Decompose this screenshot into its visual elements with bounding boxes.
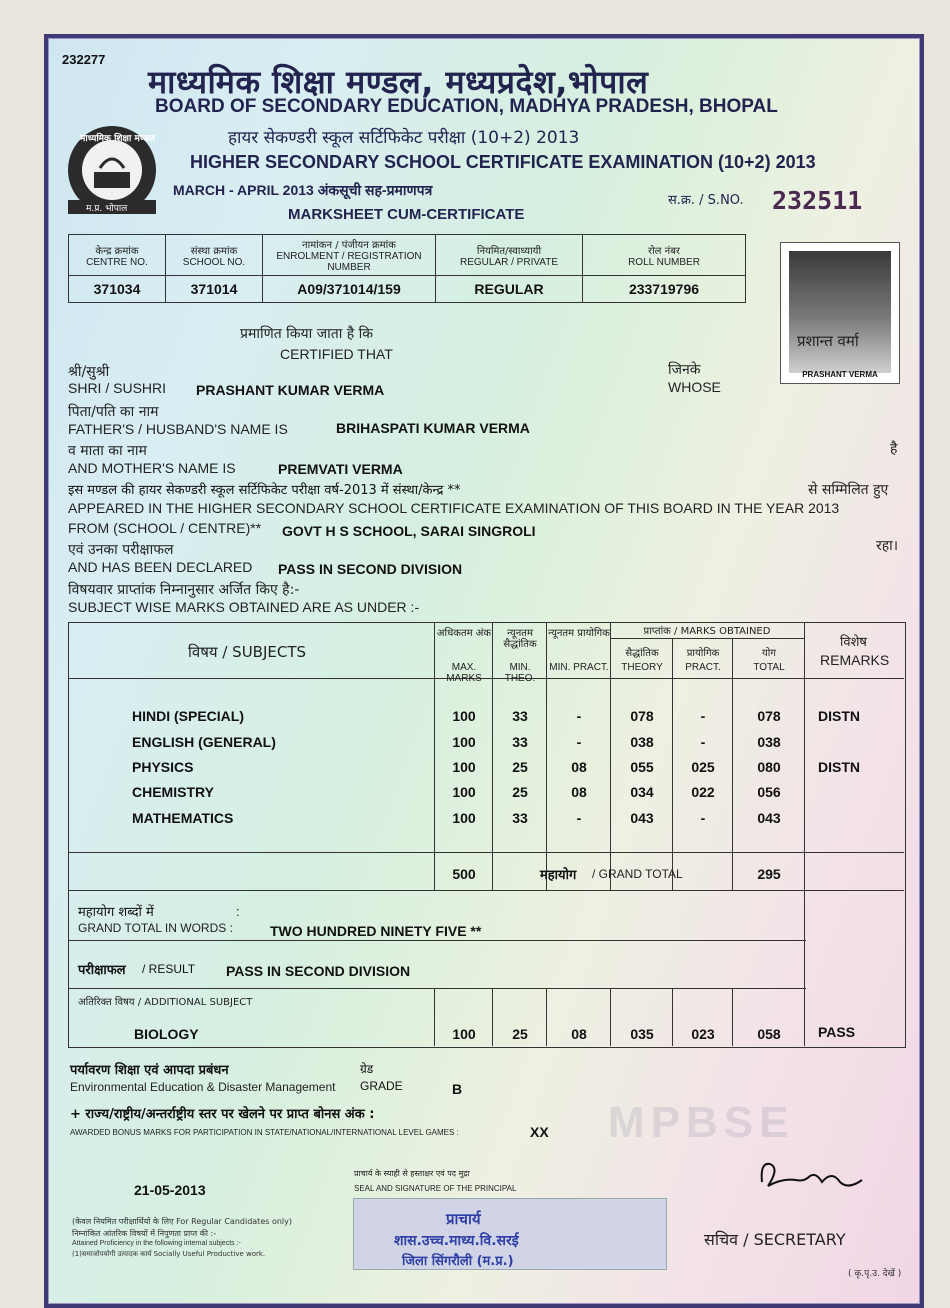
total-header-hi: योग [761, 648, 777, 659]
min-pract: 08 [571, 759, 587, 775]
bonus-label-en: AWARDED BONUS MARKS FOR PARTICIPATION IN STATE/NATIONAL/INTERNATIONAL LEVEL GAMES : [70, 1128, 459, 1137]
note-line: निम्नांकित आंतरिक विषयों में निपुणता प्राप्त की :- [72, 1229, 217, 1238]
words-colon: : [236, 904, 240, 919]
declared-hindi: एवं उनका परीक्षाफल [68, 542, 174, 558]
candidate-photo [780, 242, 900, 384]
logo-subtext: म.प्र. भोपाल [86, 204, 128, 214]
pto-note: ( कृ.पृ.उ. देखें ) [848, 1269, 902, 1279]
min-theo: 33 [512, 734, 528, 750]
whose-english: WHOSE [668, 379, 721, 395]
theory-marks: 035 [630, 1026, 654, 1042]
min-theo: 33 [512, 708, 528, 724]
subjects-header: विषय / SUBJECTS [188, 643, 307, 661]
proficiency-note [68, 1198, 328, 1274]
col-divider [804, 890, 805, 1046]
grand-total-label-hi: महायोग [540, 868, 577, 883]
col-divider [546, 622, 547, 890]
exam-name-hindi: हायर सेकण्डरी स्कूल सर्टिफिकेट परीक्षा (10+2) 2013 [228, 128, 580, 148]
photo-signature: प्रशान्त वर्मा [797, 332, 859, 350]
max-marks: 100 [452, 1026, 476, 1042]
row-divider [68, 940, 806, 941]
min-pract-header-en: MIN. PRACT. [549, 662, 609, 673]
min-pract: 08 [571, 784, 587, 800]
serial-number: 232511 [772, 186, 863, 215]
subjectwise-english: SUBJECT WISE MARKS OBTAINED ARE AS UNDER :- [68, 599, 420, 615]
declared-english: AND HAS BEEN DECLARED [68, 559, 253, 575]
remarks: DISTN [818, 759, 860, 775]
max-marks: 100 [452, 734, 476, 750]
total-marks: 056 [757, 784, 781, 800]
col-divider [610, 622, 611, 890]
photo-caption: PRASHANT VERMA [802, 370, 878, 379]
school-name: GOVT H S SCHOOL, SARAI SINGROLI [282, 523, 536, 539]
top-serial: 232277 [62, 52, 106, 67]
appeared-hindi: इस मण्डल की हायर सेकण्डरी स्कूल सर्टिफिकेट परीक्षा वर्ष-2013 में संस्था/केन्द्र ** [68, 483, 461, 498]
roll-number: 233719796 [583, 276, 746, 303]
row-divider [68, 852, 904, 853]
col-divider [492, 988, 493, 1046]
principal-label-hi: प्राचार्य के स्याही से हस्ताक्षर एवं पद मुद्रा [354, 1169, 470, 1178]
subject-name: PHYSICS [132, 759, 194, 775]
row-divider [68, 988, 806, 989]
row-divider [610, 638, 804, 639]
watermark: MPBSE [608, 1098, 795, 1147]
min-theo: 25 [512, 759, 528, 775]
pract-marks: 023 [691, 1026, 715, 1042]
exam-session: MARCH - APRIL 2013 अंकसूची सह-प्रमाणपत्र [173, 182, 433, 198]
declared-result: PASS IN SECOND DIVISION [278, 561, 463, 577]
header-enrolment: नामांकन / पंजीयन क्रमांक ENROLMENT / REGISTRATION NUMBER [263, 235, 436, 276]
header-centre-no: केन्द्र क्रमांक CENTRE NO. [69, 235, 166, 276]
min-theo-header-hi: न्यूनतम सैद्धांतिक [503, 628, 537, 650]
col-divider [672, 988, 673, 1046]
enrolment-no: A09/371014/159 [263, 276, 436, 303]
result-label-en: / RESULT [142, 962, 196, 976]
principal-label-en: SEAL AND SIGNATURE OF THE PRINCIPAL [354, 1184, 517, 1193]
photo-image [789, 251, 891, 373]
env-label-hi: पर्यावरण शिक्षा एवं आपदा प्रबंधन [70, 1063, 229, 1078]
secretary-signature [752, 1152, 872, 1202]
header-roll-number: रोल नंबर ROLL NUMBER [583, 235, 746, 276]
mother-hindi: व माता का नाम [68, 443, 147, 459]
result-value: PASS IN SECOND DIVISION [226, 963, 411, 979]
note-line: (1)समाजोपयोगी उत्पादक कार्य Socially Useful Productive work. [72, 1250, 266, 1258]
theory-marks: 078 [630, 708, 654, 724]
additional-label: अतिरिक्त विषय / ADDITIONAL SUBJECT [78, 997, 253, 1008]
pract-marks: - [700, 810, 706, 826]
col-divider [434, 622, 435, 890]
father-english: FATHER'S / HUSBAND'S NAME IS [68, 421, 288, 437]
subject-name: CHEMISTRY [132, 784, 214, 800]
grand-total: 295 [757, 866, 781, 882]
max-marks: 100 [452, 708, 476, 724]
col-divider [546, 988, 547, 1046]
min-theo-header-en: MIN. THEO. [504, 662, 536, 684]
principal-seal-area [353, 1198, 667, 1270]
total-marks: 038 [757, 734, 781, 750]
env-label-en: Environmental Education & Disaster Management [70, 1080, 336, 1094]
total-header-en: TOTAL [753, 662, 785, 673]
subject-name: BIOLOGY [134, 1026, 199, 1042]
min-pract: - [576, 734, 582, 750]
theory-header-hi: सैद्धांतिक [625, 648, 659, 659]
remarks-header-en: REMARKS [820, 652, 890, 668]
certify-english: CERTIFIED THAT [280, 346, 393, 362]
board-name-hindi: माध्यमिक शिक्षा मण्डल, मध्यप्रदेश,भोपाल [148, 63, 649, 101]
subjectwise-hindi: विषयवार प्राप्तांक निम्नानुसार अर्जित किए है:- [68, 582, 300, 598]
id-table [68, 234, 746, 303]
total-marks: 080 [757, 759, 781, 775]
secretary-label: सचिव / SECRETARY [704, 1230, 846, 1249]
pract-marks: 022 [691, 784, 715, 800]
sno-label: स.क्र. / S.NO. [668, 193, 744, 208]
document-title: MARKSHEET CUM-CERTIFICATE [288, 206, 525, 223]
min-pract-header-hi: न्यूनतम प्रायोगिक [548, 628, 610, 639]
district-stamp: जिला सिंगरौली (म.प्र.) [402, 1254, 514, 1269]
min-theo: 33 [512, 810, 528, 826]
total-marks: 078 [757, 708, 781, 724]
max-marks: 100 [452, 810, 476, 826]
max-header-en: MAX. MARKS [446, 662, 482, 684]
regular-private: REGULAR [436, 276, 583, 303]
header-regular-private: नियमित/स्वाध्यायी REGULAR / PRIVATE [436, 235, 583, 276]
pract-marks: 025 [691, 759, 715, 775]
theory-marks: 034 [630, 784, 654, 800]
from-school-label: FROM (SCHOOL / CENTRE)** [68, 520, 262, 536]
header-school-no: संस्था क्रमांक SCHOOL NO. [166, 235, 263, 276]
pract-marks: - [700, 734, 706, 750]
col-divider [732, 988, 733, 1046]
col-divider [492, 622, 493, 890]
pract-header-hi: प्रायोगिक [686, 648, 720, 659]
school-no: 371014 [166, 276, 263, 303]
father-name: BRIHASPATI KUMAR VERMA [336, 420, 530, 436]
shri-english: SHRI / SUSHRI [68, 380, 167, 396]
words-label-en: GRAND TOTAL IN WORDS : [78, 921, 233, 935]
grand-max: 500 [452, 866, 476, 882]
marks-table [68, 622, 906, 1048]
candidate-name: PRASHANT KUMAR VERMA [196, 382, 385, 398]
note-line: (केवल नियमित परीक्षार्थियों के लिए For Regular Candidates only) [72, 1217, 292, 1226]
pract-header-en: PRACT. [685, 662, 721, 673]
min-theo: 25 [512, 784, 528, 800]
shri-hindi: श्री/सुश्री [68, 364, 110, 380]
grade-label-hi: ग्रेड [360, 1062, 374, 1076]
logo-text: माध्यमिक शिक्षा मण्डल [80, 134, 156, 144]
raha-text: रहा। [876, 538, 899, 554]
certify-hindi: प्रमाणित किया जाता है कि [240, 326, 374, 342]
school-stamp: शास.उच्च.माध्य.वि.सरई [394, 1233, 519, 1249]
appeared-hindi-end: से सम्मिलित हुए [808, 482, 889, 498]
min-pract: - [576, 708, 582, 724]
marks-obtained-header: प्राप्तांक / MARKS OBTAINED [643, 626, 771, 637]
board-name-english: BOARD OF SECONDARY EDUCATION, MADHYA PRADESH, BHOPAL [155, 96, 778, 117]
col-divider [434, 988, 435, 1046]
theory-header-en: THEORY [621, 662, 663, 673]
subject-name: ENGLISH (GENERAL) [132, 734, 276, 750]
issue-date: 21-05-2013 [134, 1182, 206, 1198]
note-line: Attained Proficiency in the following internal subjects :- [72, 1240, 241, 1247]
min-theo: 25 [512, 1026, 528, 1042]
father-hindi: पिता/पति का नाम [68, 404, 159, 420]
result-label-hi: परीक्षाफल [78, 963, 126, 978]
remarks: DISTN [818, 708, 860, 724]
remarks-header-hi: विशेष [840, 635, 867, 650]
appeared-english: APPEARED IN THE HIGHER SECONDARY SCHOOL CERTIFICATE EXAMINATION OF THIS BOARD IN THE YEAR 2013 [68, 500, 840, 516]
max-header-hi: अधिकतम अंक [436, 628, 492, 639]
theory-marks: 055 [630, 759, 654, 775]
grand-total-label-en: / GRAND TOTAL [592, 867, 683, 881]
bonus-value: XX [530, 1124, 549, 1140]
bonus-label-hi: + राज्य/राष्ट्रीय/अन्तर्राष्ट्रीय स्तर पर खेलने पर प्राप्त बोनस अंक : [70, 1107, 375, 1122]
mother-name: PREMVATI VERMA [278, 461, 403, 477]
row-divider [68, 890, 904, 891]
remarks: PASS [818, 1024, 856, 1040]
grand-total-words: TWO HUNDRED NINETY FIVE ** [270, 923, 482, 939]
subject-name: HINDI (SPECIAL) [132, 708, 244, 724]
min-pract: 08 [571, 1026, 587, 1042]
exam-name-english: HIGHER SECONDARY SCHOOL CERTIFICATE EXAMINATION (10+2) 2013 [190, 152, 816, 172]
principal-stamp: प्राचार्य [446, 1210, 481, 1228]
marksheet [44, 34, 924, 1308]
words-label-hi: महायोग शब्दों में [78, 905, 154, 920]
grade-label-en: GRADE [360, 1079, 403, 1093]
max-marks: 100 [452, 759, 476, 775]
col-divider [804, 622, 805, 890]
whose-hindi: जिनके [668, 362, 701, 378]
mother-english: AND MOTHER'S NAME IS [68, 460, 236, 476]
theory-marks: 038 [630, 734, 654, 750]
pract-marks: - [700, 708, 706, 724]
total-marks: 043 [757, 810, 781, 826]
col-divider [610, 988, 611, 1046]
min-pract: - [576, 810, 582, 826]
subject-name: MATHEMATICS [132, 810, 234, 826]
theory-marks: 043 [630, 810, 654, 826]
grade-value: B [452, 1081, 463, 1097]
max-marks: 100 [452, 784, 476, 800]
total-marks: 058 [757, 1026, 781, 1042]
hai-text: है [890, 441, 898, 457]
centre-no: 371034 [69, 276, 166, 303]
